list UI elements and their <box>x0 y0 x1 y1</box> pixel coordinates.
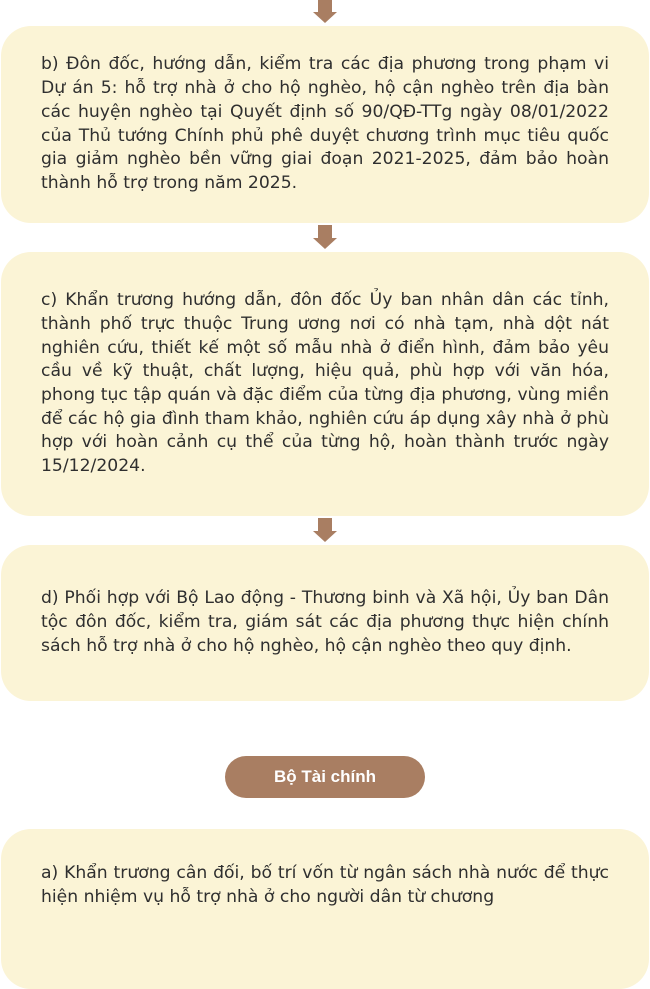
arrow-down-icon <box>313 518 337 543</box>
task-card-b <box>1 26 649 223</box>
task-card-c-text: c) Khẩn trương hướng dẫn, đôn đốc Ủy ban nhân dân các tỉnh, thành phố trực thuộc Trung ương nơi có nhà tạm, nhà dột nát nghiên cứu, thiết kế một số mẫu nhà ở điển hình, đảm bảo yêu cầu về kỹ thuật, chất lượng, hiệu quả, phù hợp với văn hóa, phong tục tập quán và đặc điểm của từng địa phương, vùng miền để các hộ gia đình tham khảo, nghiên cứu áp dụng xây nhà ở phù hợp với hoàn cảnh cụ thể của từng hộ, hoàn thành trước ngày 15/12/2024. <box>41 290 609 477</box>
task-card-b-text: b) Đôn đốc, hướng dẫn, kiểm tra các địa phương trong phạm vi Dự án 5: hỗ trợ nhà ở cho hộ nghèo, hộ cận nghèo trên địa bàn các huyện nghèo tại Quyết định số 90/QĐ-TTg ngày 08/01/2022 của Thủ tướng Chính phủ phê duyệt chương trình mục tiêu quốc gia giảm nghèo bền vững giai đoạn 2021-2025, đảm bảo hoàn thành hỗ trợ trong năm 2025. <box>41 54 609 193</box>
arrow-down-icon <box>313 0 337 23</box>
ministry-label-badge <box>225 756 425 798</box>
ministry-task-card-a-text: a) Khẩn trương cân đối, bố trí vốn từ ngân sách nhà nước để thực hiện nhiệm vụ hỗ trợ nhà ở cho người dân từ chương <box>41 863 609 907</box>
task-card-d <box>1 545 649 701</box>
arrow-down-icon <box>313 225 337 250</box>
task-card-d-text: d) Phối hợp với Bộ Lao động - Thương binh và Xã hội, Ủy ban Dân tộc đôn đốc, kiểm tra, giám sát các địa phương thực hiện chính sách hỗ trợ nhà ở cho hộ nghèo, hộ cận nghèo theo quy định. <box>41 588 609 656</box>
ministry-task-card-a <box>1 829 649 989</box>
ministry-label: Bộ Tài chính <box>274 767 376 786</box>
task-card-c <box>1 252 649 516</box>
